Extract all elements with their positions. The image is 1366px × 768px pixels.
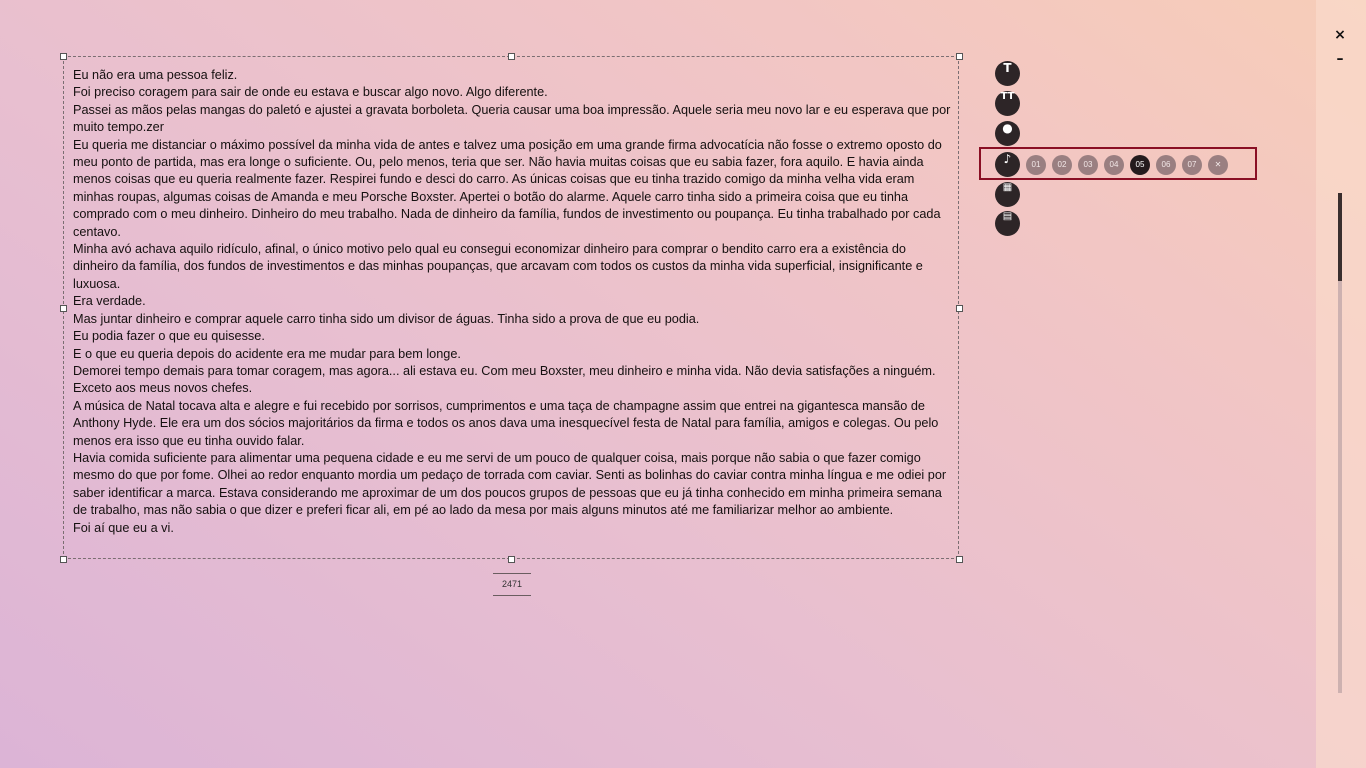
paragraph[interactable]: Eu queria me distanciar o máximo possível da minha vida de antes e talvez uma posição em uma grande firma advocatícia não fosse o extremo oposto do meu ponto de partida, mas era longe o suficiente. Ou, pelo menos, teria que ser. Não havia muitas coisas que eu sabia fazer, fora aquilo. E havia ainda menos coisas que eu queria realmente fazer. Respirei fundo e desci do carro. As únicas coisas que eu tinha trazido comigo da minha velha vida eram minhas roupas, algumas coisas de Amanda e meu Porsche Boxster. Apertei o botão do alarme. Aquele carro tinha sido a primeira coisa que eu tinha comprado com o meu dinheiro. Dinheiro do meu trabalho. Nada de dinheiro da família, fundos de investimento ou poupança. Eu tinha trabalhado por cada centavo. [73, 137, 942, 239]
paragraph[interactable]: Eu não era uma pessoa feliz. [73, 68, 238, 82]
track-02-button[interactable]: 02 [1052, 155, 1072, 175]
resize-handle-right[interactable] [956, 305, 963, 312]
scrollbar-thumb[interactable] [1338, 193, 1342, 281]
paragraph[interactable]: Foi aí que eu a vi. [73, 520, 174, 535]
track-01-button[interactable]: 01 [1026, 155, 1046, 175]
paragraph[interactable]: Foi preciso coragem para sair de onde eu estava e buscar algo novo. Algo diferente. [73, 85, 548, 100]
resize-handle-bottom-left[interactable] [60, 556, 67, 563]
paragraph[interactable]: E o que eu queria depois do acidente era me mudar para bem longe. [73, 346, 461, 361]
track-07-button[interactable]: 07 [1182, 155, 1202, 175]
resize-handle-bottom[interactable] [508, 556, 515, 563]
paragraph[interactable]: Minha avó achava aquilo ridículo, afinal, o único motivo pelo qual eu consegui economizar dinheiro para comprar o bendito carro era a existência do dinheiro da família, dos fundos de investimentos e das minhas poupanças, que arcavam com todos os custos da minha vida superficial, insignificante e luxuosa. [73, 242, 923, 291]
resize-handle-bottom-right[interactable] [956, 556, 963, 563]
track-04-button[interactable]: 04 [1104, 155, 1124, 175]
resize-handle-top-right[interactable] [956, 53, 963, 60]
paragraph[interactable]: A música de Natal tocava alta e alegre e fui recebido por sorrisos, cumprimentos e uma taça de champagne assim que entrei na gigantesca mansão de Anthony Hyde. Ele era um dos sócios majoritários da firma e todos os anos dava uma inesquecível festa de Natal para família, amigos e colegas. Ou pelo menos era isso que eu tinha ouvido falar. [73, 398, 939, 448]
mute-music-icon[interactable]: ✕ [1208, 155, 1228, 175]
paragraph[interactable]: Era verdade. [73, 294, 146, 309]
word-count: 2471 [493, 573, 531, 596]
paragraph[interactable]: Passei as mãos pelas mangas do paletó e ajustei a gravata borboleta. Queria causar uma boa impressão. Aquele seria meu novo lar e eu esperava que por muito tempo.zer [73, 102, 951, 135]
track-03-button[interactable]: 03 [1078, 155, 1098, 175]
paragraph[interactable]: Demorei tempo demais para tomar coragem, mas agora... ali estava eu. Com meu Boxster, meu dinheiro e minha vida. Não devia satisfações a ninguém. Exceto aos meus novos chefes. [73, 363, 936, 396]
keyboard-sound-button[interactable]: ▦ [995, 182, 1020, 207]
font-size-button[interactable]: TT [995, 91, 1020, 116]
close-icon[interactable]: × [1334, 27, 1346, 43]
track-06-button[interactable]: 06 [1156, 155, 1176, 175]
resize-handle-top-left[interactable] [60, 53, 67, 60]
paragraph[interactable]: Mas juntar dinheiro e comprar aquele carro tinha sido um divisor de águas. Tinha sido a prova de que eu podia. [73, 311, 700, 326]
resize-handle-left[interactable] [60, 305, 67, 312]
track-05-button[interactable]: 05 [1130, 155, 1150, 175]
font-button[interactable]: T [995, 61, 1020, 86]
paragraph[interactable]: Havia comida suficiente para alimentar uma pequena cidade e eu me servi de um pouco de qualquer coisa, mais porque não sabia o que fazer comigo mesmo do que por fome. Olhei ao redor enquanto mordia um pedaço de torrada com caviar. Senti as bolinhas do caviar contra minha língua e me odiei por saber identificar a marca. Estava considerando me aproximar de um dos poucos grupos de pessoas que eu já tinha conhecido em minha primeira semana de trabalho, mas não sabia o que dizer e preferi ficar ali, em pé ao lado da mesa por mais alguns minutos até me familiarizar melhor ao ambiente. [73, 450, 947, 518]
paragraph[interactable]: Eu podia fazer o que eu quisesse. [73, 329, 265, 344]
document-text[interactable] [73, 67, 953, 537]
document-button[interactable]: ▤ [995, 211, 1020, 236]
theme-button[interactable]: ● [995, 121, 1020, 146]
minimize-icon[interactable]: – [1336, 51, 1344, 67]
resize-handle-top[interactable] [508, 53, 515, 60]
music-button[interactable]: ♪ [995, 152, 1020, 177]
